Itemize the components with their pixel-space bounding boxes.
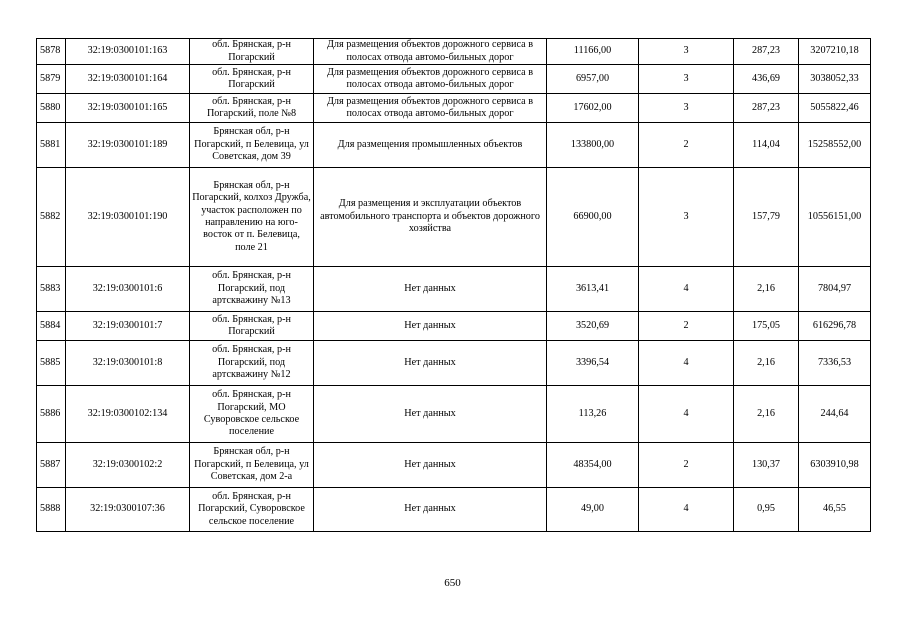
group-cell: 3 (639, 39, 734, 65)
cadastral-value-cell: 15258552,00 (799, 123, 871, 168)
purpose-cell: Для размещения объектов дорожного сервиса в полосах отвода автомо-бильных дорог (314, 65, 547, 94)
cadastral-value-cell: 5055822,46 (799, 94, 871, 123)
cadastral-value-cell: 3038052,33 (799, 65, 871, 94)
purpose-cell: Для размещения объектов дорожного сервиса в полосах отвода автомо-бильных дорог (314, 94, 547, 123)
table-row (37, 168, 871, 267)
rate-cell: 2,16 (734, 386, 799, 443)
address-cell: Брянская обл, р-н Погарский, п Белевица, ул Советская, дом 2-а (190, 443, 314, 488)
area-cell: 49,00 (547, 488, 639, 532)
group-cell: 4 (639, 267, 734, 312)
row-number-cell: 5880 (37, 94, 66, 123)
table-row (37, 94, 871, 123)
page-number: 650 (444, 577, 461, 589)
cadastral-value-cell: 6303910,98 (799, 443, 871, 488)
address-cell: обл. Брянская, р-н Погарский, под артскважину №12 (190, 341, 314, 386)
cadastral-number-cell: 32:19:0300101:8 (66, 341, 190, 386)
purpose-cell: Для размещения и эксплуатации объектов автомобильного транспорта и объектов дорожного хозяйства (314, 168, 547, 267)
row-number-cell: 5887 (37, 443, 66, 488)
cadastral-value-cell: 616296,78 (799, 312, 871, 341)
purpose-cell: Нет данных (314, 488, 547, 532)
land-plots-table (36, 38, 871, 532)
cadastral-number-cell: 32:19:0300101:165 (66, 94, 190, 123)
cadastral-value-cell: 46,55 (799, 488, 871, 532)
area-cell: 133800,00 (547, 123, 639, 168)
cadastral-value-cell: 3207210,18 (799, 39, 871, 65)
purpose-cell: Для размещения объектов дорожного сервиса в полосах отвода автомо-бильных дорог (314, 39, 547, 65)
row-number-cell: 5878 (37, 39, 66, 65)
group-cell: 3 (639, 65, 734, 94)
area-cell: 6957,00 (547, 65, 639, 94)
table-row (37, 443, 871, 488)
group-cell: 2 (639, 443, 734, 488)
address-cell: обл. Брянская, р-н Погарский, поле №8 (190, 94, 314, 123)
row-number-cell: 5882 (37, 168, 66, 267)
rate-cell: 130,37 (734, 443, 799, 488)
rate-cell: 287,23 (734, 39, 799, 65)
purpose-cell: Нет данных (314, 386, 547, 443)
area-cell: 3613,41 (547, 267, 639, 312)
area-cell: 113,26 (547, 386, 639, 443)
address-cell: Брянская обл, р-н Погарский, п Белевица, ул Советская, дом 39 (190, 123, 314, 168)
area-cell: 17602,00 (547, 94, 639, 123)
area-cell: 11166,00 (547, 39, 639, 65)
address-cell: обл. Брянская, р-н Погарский, МО Суворовское сельское поселение (190, 386, 314, 443)
area-cell: 48354,00 (547, 443, 639, 488)
table-row (37, 488, 871, 532)
group-cell: 4 (639, 386, 734, 443)
purpose-cell: Нет данных (314, 341, 547, 386)
cadastral-number-cell: 32:19:0300102:2 (66, 443, 190, 488)
row-number-cell: 5885 (37, 341, 66, 386)
purpose-cell: Нет данных (314, 443, 547, 488)
purpose-cell: Нет данных (314, 312, 547, 341)
cadastral-number-cell: 32:19:0300101:7 (66, 312, 190, 341)
row-number-cell: 5888 (37, 488, 66, 532)
table-row (37, 39, 871, 65)
cadastral-number-cell: 32:19:0300101:163 (66, 39, 190, 65)
cadastral-value-cell: 10556151,00 (799, 168, 871, 267)
group-cell: 2 (639, 312, 734, 341)
rate-cell: 157,79 (734, 168, 799, 267)
row-number-cell: 5883 (37, 267, 66, 312)
address-cell: обл. Брянская, р-н Погарский (190, 39, 314, 65)
rate-cell: 287,23 (734, 94, 799, 123)
group-cell: 3 (639, 168, 734, 267)
table-body (37, 39, 871, 532)
table-row (37, 267, 871, 312)
rate-cell: 175,05 (734, 312, 799, 341)
row-number-cell: 5884 (37, 312, 66, 341)
cadastral-number-cell: 32:19:0300101:189 (66, 123, 190, 168)
group-cell: 3 (639, 94, 734, 123)
table-row (37, 341, 871, 386)
table-row (37, 312, 871, 341)
address-cell: обл. Брянская, р-н Погарский, Суворовское сельское поселение (190, 488, 314, 532)
address-cell: Брянская обл, р-н Погарский, колхоз Дружба, участок расположен по направлению на юго-восток от п. Белевица, поле 21 (190, 168, 314, 267)
cadastral-number-cell: 32:19:0300101:6 (66, 267, 190, 312)
cadastral-value-cell: 7336,53 (799, 341, 871, 386)
rate-cell: 436,69 (734, 65, 799, 94)
cadastral-number-cell: 32:19:0300107:36 (66, 488, 190, 532)
row-number-cell: 5881 (37, 123, 66, 168)
rate-cell: 114,04 (734, 123, 799, 168)
rate-cell: 0,95 (734, 488, 799, 532)
address-cell: обл. Брянская, р-н Погарский, под артскважину №13 (190, 267, 314, 312)
table-row (37, 123, 871, 168)
purpose-cell: Нет данных (314, 267, 547, 312)
address-cell: обл. Брянская, р-н Погарский (190, 65, 314, 94)
cadastral-number-cell: 32:19:0300101:164 (66, 65, 190, 94)
address-cell: обл. Брянская, р-н Погарский (190, 312, 314, 341)
purpose-cell: Для размещения промышленных объектов (314, 123, 547, 168)
table-row (37, 65, 871, 94)
cadastral-value-cell: 244,64 (799, 386, 871, 443)
area-cell: 66900,00 (547, 168, 639, 267)
cadastral-number-cell: 32:19:0300101:190 (66, 168, 190, 267)
row-number-cell: 5886 (37, 386, 66, 443)
rate-cell: 2,16 (734, 267, 799, 312)
rate-cell: 2,16 (734, 341, 799, 386)
cadastral-value-cell: 7804,97 (799, 267, 871, 312)
table-row (37, 386, 871, 443)
group-cell: 2 (639, 123, 734, 168)
row-number-cell: 5879 (37, 65, 66, 94)
area-cell: 3396,54 (547, 341, 639, 386)
cadastral-number-cell: 32:19:0300102:134 (66, 386, 190, 443)
area-cell: 3520,69 (547, 312, 639, 341)
group-cell: 4 (639, 488, 734, 532)
group-cell: 4 (639, 341, 734, 386)
